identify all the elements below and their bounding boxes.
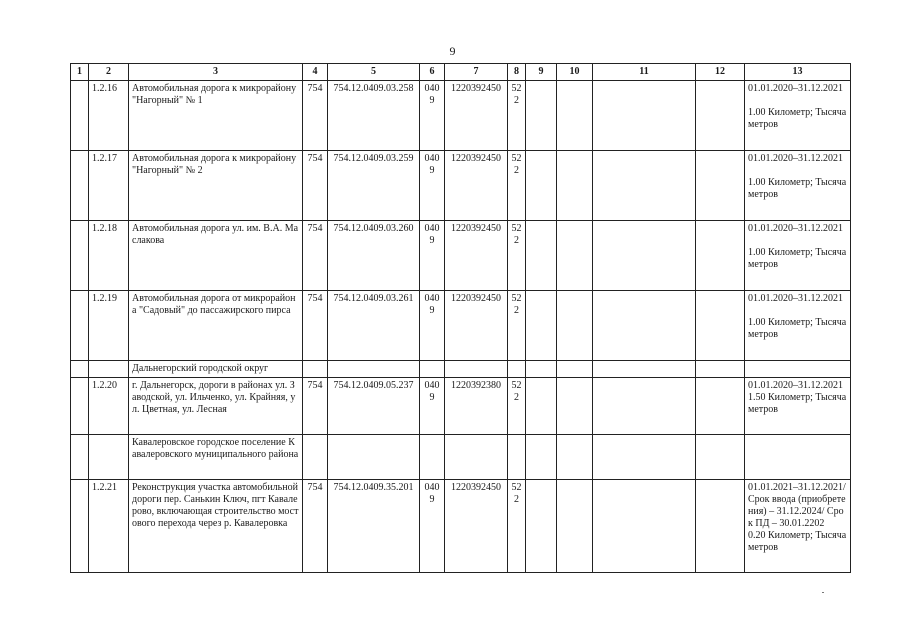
code-cell: 522 <box>508 81 526 151</box>
col-header: 3 <box>129 64 303 81</box>
group-name: Кавалеровское городское поселение Кавалеровского муниципального района <box>129 435 303 480</box>
col-header: 6 <box>420 64 445 81</box>
scan-speck <box>822 592 824 593</box>
register-table <box>70 63 851 573</box>
code-cell: 754 <box>303 480 328 573</box>
period-cell <box>745 480 851 573</box>
code-cell: 522 <box>508 378 526 435</box>
code-cell: 522 <box>508 480 526 573</box>
measure-text: 1.50 Километр; Тысяча метров <box>748 392 847 415</box>
period-cell <box>745 378 851 435</box>
code-cell: 754 <box>303 151 328 221</box>
code-cell: 1220392450 <box>445 480 508 573</box>
table-row <box>71 151 851 221</box>
table-row <box>71 378 851 435</box>
measure-text: 1.00 Километр; Тысяча метров <box>748 177 847 200</box>
measure-text: 1.00 Километр; Тысяча метров <box>748 247 847 270</box>
code-cell: 754 <box>303 291 328 361</box>
col-header: 5 <box>328 64 420 81</box>
period-text: 01.01.2020–31.12.2021 <box>748 153 843 164</box>
code-cell: 522 <box>508 151 526 221</box>
group-name: Дальнегорский городской округ <box>129 361 303 378</box>
code-cell: 0409 <box>420 291 445 361</box>
period-text: 01.01.2020–31.12.2021 <box>748 223 843 234</box>
period-text: 01.01.2020–31.12.2021 <box>748 380 843 391</box>
code-cell: 754.12.0409.05.237 <box>328 378 420 435</box>
col-header: 12 <box>696 64 745 81</box>
col-header: 1 <box>71 64 89 81</box>
measure-text: 1.00 Километр; Тысяча метров <box>748 317 847 340</box>
object-name: Реконструкция участка автомобильной дороги пер. Санькин Ключ, пгт Кавалерово, включающая строительство мостового перехода через р. Кавалеровка <box>129 480 303 573</box>
code-cell: 1220392450 <box>445 221 508 291</box>
period-cell <box>745 291 851 361</box>
code-cell: 754.12.0409.03.260 <box>328 221 420 291</box>
code-cell: 754.12.0409.35.201 <box>328 480 420 573</box>
code-cell: 522 <box>508 221 526 291</box>
object-name: Автомобильная дорога ул. им. В.А. Маслакова <box>129 221 303 291</box>
col-header: 2 <box>89 64 129 81</box>
code-cell: 754.12.0409.03.259 <box>328 151 420 221</box>
code-cell: 754.12.0409.03.258 <box>328 81 420 151</box>
object-name: Автомобильная дорога к микрорайону "Нагорный" № 1 <box>129 81 303 151</box>
code-cell: 0409 <box>420 81 445 151</box>
table-row <box>71 81 851 151</box>
item-number: 1.2.19 <box>89 291 129 361</box>
col-header: 8 <box>508 64 526 81</box>
header-row <box>71 64 851 81</box>
period-cell <box>745 221 851 291</box>
code-cell: 522 <box>508 291 526 361</box>
item-number: 1.2.20 <box>89 378 129 435</box>
item-number: 1.2.18 <box>89 221 129 291</box>
col-header: 10 <box>557 64 593 81</box>
table-row <box>71 480 851 573</box>
code-cell: 1220392450 <box>445 291 508 361</box>
period-cell <box>745 81 851 151</box>
code-cell: 754.12.0409.03.261 <box>328 291 420 361</box>
period-text: 01.01.2021–31.12.2021/ Срок ввода (приобретения) – 31.12.2024/ Срок ПД – 30.01.2202 <box>748 482 846 529</box>
code-cell: 1220392450 <box>445 151 508 221</box>
code-cell: 0409 <box>420 378 445 435</box>
code-cell: 0409 <box>420 151 445 221</box>
page-number: 9 <box>449 44 456 58</box>
col-header: 13 <box>745 64 851 81</box>
code-cell: 0409 <box>420 480 445 573</box>
code-cell: 1220392380 <box>445 378 508 435</box>
table-row <box>71 221 851 291</box>
object-name: г. Дальнегорск, дороги в районах ул. Заводской, ул. Ильченко, ул. Крайняя, ул. Цветная, ул. Лесная <box>129 378 303 435</box>
col-header: 7 <box>445 64 508 81</box>
col-header: 11 <box>593 64 696 81</box>
object-name: Автомобильная дорога к микрорайону "Нагорный" № 2 <box>129 151 303 221</box>
code-cell: 754 <box>303 378 328 435</box>
item-number: 1.2.17 <box>89 151 129 221</box>
code-cell: 0409 <box>420 221 445 291</box>
item-number: 1.2.16 <box>89 81 129 151</box>
code-cell: 754 <box>303 221 328 291</box>
table-row <box>71 291 851 361</box>
measure-text: 1.00 Километр; Тысяча метров <box>748 107 847 130</box>
period-text: 01.01.2020–31.12.2021 <box>748 83 843 94</box>
measure-text: 0.20 Километр; Тысяча метров <box>748 530 847 553</box>
object-name: Автомобильная дорога от микрорайона "Садовый" до пассажирского пирса <box>129 291 303 361</box>
item-number: 1.2.21 <box>89 480 129 573</box>
period-text: 01.01.2020–31.12.2021 <box>748 293 843 304</box>
col-header: 9 <box>526 64 557 81</box>
period-cell <box>745 151 851 221</box>
col-header: 4 <box>303 64 328 81</box>
code-cell: 754 <box>303 81 328 151</box>
group-row <box>71 435 851 480</box>
code-cell: 1220392450 <box>445 81 508 151</box>
group-row <box>71 361 851 378</box>
